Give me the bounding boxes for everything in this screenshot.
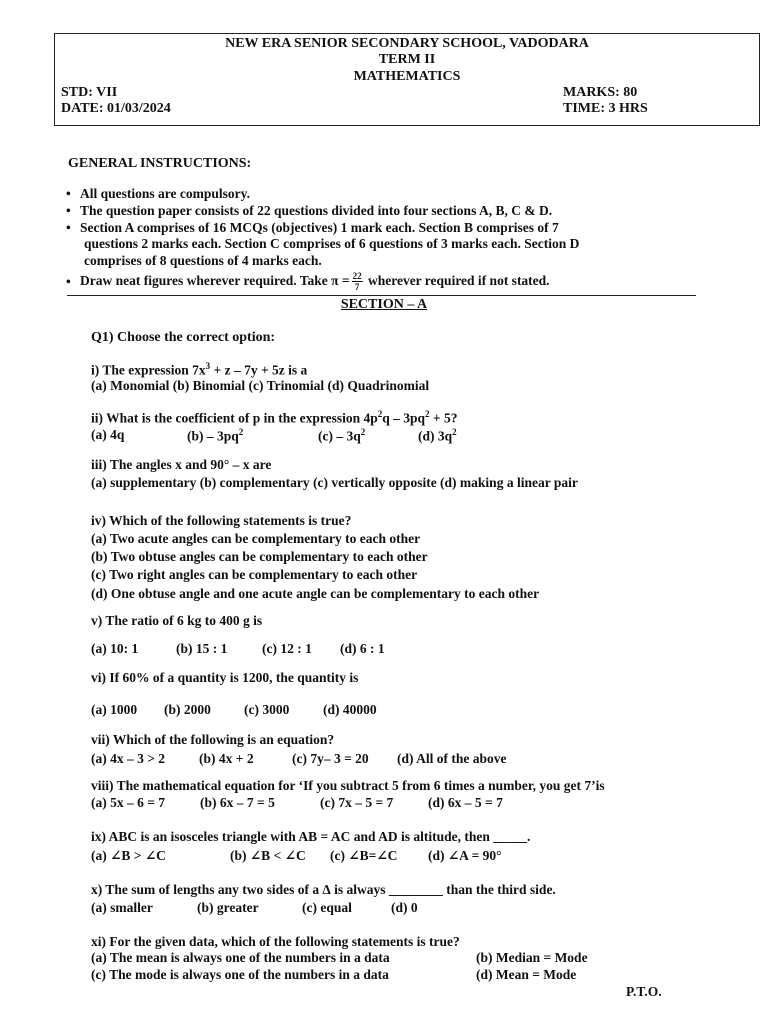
- instruction-item-pi: [80, 268, 550, 294]
- std-label: STD: VII: [61, 85, 118, 100]
- bullet-icon: •: [66, 186, 71, 201]
- option-ii-a: (a) 4q: [91, 427, 125, 442]
- bullet-icon: •: [66, 203, 71, 218]
- instruction-item: The question paper consists of 22 questions divided into four sections A, B, C & D.: [80, 203, 553, 218]
- option-xi-d: (d) Mean = Mode: [476, 967, 577, 982]
- question-text: ii) What is the coefficient of p in the expression 4p: [91, 410, 378, 426]
- instruction-text: Draw neat figures wherever required. Take π =: [80, 273, 350, 288]
- question-i: [91, 361, 307, 379]
- option-text: (b) – 3pq: [187, 428, 239, 444]
- option-vii-c: (c) 7y– 3 = 20: [292, 751, 369, 766]
- time-label: TIME: 3 HRS: [563, 101, 648, 116]
- fraction-numerator: 22: [352, 271, 362, 282]
- question-ii: [91, 409, 457, 427]
- options-i: (a) Monomial (b) Binomial (c) Trinomial (d) Quadrinomial: [91, 378, 430, 393]
- option-text: (c) – 3q: [318, 428, 361, 444]
- option-vii-b: (b) 4x + 2: [199, 751, 254, 766]
- option-xi-b: (b) Median = Mode: [476, 950, 588, 965]
- option-ix-d: (d) ∠A = 90°: [428, 848, 502, 863]
- question-iv: iv) Which of the following statements is true?: [91, 513, 352, 528]
- pto-label: P.T.O.: [626, 984, 662, 999]
- bullet-icon: •: [66, 220, 71, 235]
- option-vii-d: (d) All of the above: [397, 751, 507, 766]
- option-x-c: (c) equal: [302, 900, 352, 915]
- question-text: q – 3pq: [382, 410, 426, 426]
- header-box: [54, 33, 760, 126]
- question-text: + 5?: [429, 410, 458, 426]
- option-v-c: (c) 12 : 1: [262, 641, 312, 656]
- bullet-icon: •: [66, 274, 71, 289]
- superscript: 2: [360, 427, 366, 437]
- question-v: v) The ratio of 6 kg to 400 g is: [91, 613, 263, 628]
- option-v-a: (a) 10: 1: [91, 641, 139, 656]
- option-xi-c: (c) The mode is always one of the numbers in a data: [91, 967, 389, 982]
- instruction-item: Section A comprises of 16 MCQs (objectives) 1 mark each. Section B comprises of 7: [80, 220, 559, 235]
- option-viii-b: (b) 6x – 7 = 5: [200, 795, 275, 810]
- option-iv-a: (a) Two acute angles can be complementary to each other: [91, 531, 421, 546]
- options-iii: (a) supplementary (b) complementary (c) vertically opposite (d) making a linear pair: [91, 475, 578, 490]
- question-text: i) The expression 7x: [91, 362, 206, 378]
- option-iv-c: (c) Two right angles can be complementary to each other: [91, 567, 418, 582]
- question-viii: viii) The mathematical equation for ‘If you subtract 5 from 6 times a number, you get 7’is: [91, 778, 605, 793]
- option-ix-b: (b) ∠B < ∠C: [230, 848, 306, 863]
- superscript: 2: [452, 427, 457, 437]
- option-viii-a: (a) 5x – 6 = 7: [91, 795, 166, 810]
- option-viii-d: (d) 6x – 5 = 7: [428, 795, 503, 810]
- option-xi-a: (a) The mean is always one of the numbers in a data: [91, 950, 390, 965]
- question-iii: iii) The angles x and 90° – x are: [91, 457, 272, 472]
- question-vii: vii) Which of the following is an equation?: [91, 732, 335, 747]
- instruction-item: questions 2 marks each. Section C comprises of 6 questions of 3 marks each. Section D: [84, 236, 580, 251]
- question-vi: vi) If 60% of a quantity is 1200, the quantity is: [91, 670, 359, 685]
- option-text: (d) 3q: [418, 428, 453, 444]
- superscript: 2: [238, 427, 244, 437]
- option-ii-c: [318, 427, 365, 445]
- superscript: 2: [425, 409, 430, 419]
- option-x-d: (d) 0: [391, 900, 418, 915]
- option-vi-a: (a) 1000: [91, 702, 138, 717]
- date-label: DATE: 01/03/2024: [61, 101, 171, 116]
- option-ix-c: (c) ∠B=∠C: [330, 848, 398, 863]
- fraction-denominator: 7: [354, 282, 360, 293]
- option-viii-c: (c) 7x – 5 = 7: [320, 795, 394, 810]
- option-iv-d: (d) One obtuse angle and one acute angle can be complementary to each other: [91, 586, 540, 601]
- superscript: 3: [205, 361, 211, 371]
- option-x-a: (a) smaller: [91, 900, 153, 915]
- q1-heading: Q1) Choose the correct option:: [91, 330, 276, 345]
- option-ii-d: [418, 427, 457, 445]
- option-v-b: (b) 15 : 1: [176, 641, 228, 656]
- school-name: NEW ERA SENIOR SECONDARY SCHOOL, VADODARA: [225, 36, 589, 51]
- marks-label: MARKS: 80: [563, 85, 638, 100]
- option-ix-a: (a) ∠B > ∠C: [91, 848, 166, 863]
- instruction-text: wherever required if not stated.: [367, 273, 550, 288]
- option-x-b: (b) greater: [197, 900, 259, 915]
- section-title: SECTION – A: [340, 297, 428, 312]
- term-label: TERM II: [378, 52, 436, 67]
- superscript: 2: [377, 409, 383, 419]
- instruction-item: comprises of 8 questions of 4 marks each.: [84, 253, 322, 268]
- option-v-d: (d) 6 : 1: [340, 641, 385, 656]
- option-vii-a: (a) 4x – 3 > 2: [91, 751, 166, 766]
- instructions-heading: GENERAL INSTRUCTIONS:: [68, 156, 252, 171]
- instruction-item: All questions are compulsory.: [80, 186, 251, 201]
- question-text: + z – 7y + 5z is a: [210, 362, 308, 378]
- question-x: x) The sum of lengths any two sides of a ∆ is always ________ than the third side.: [91, 882, 556, 897]
- option-vi-d: (d) 40000: [323, 702, 377, 717]
- option-vi-c: (c) 3000: [244, 702, 290, 717]
- option-iv-b: (b) Two obtuse angles can be complementary to each other: [91, 549, 428, 564]
- pi-fraction: [352, 271, 363, 292]
- option-ii-b: [187, 427, 243, 445]
- subject-label: MATHEMATICS: [353, 69, 461, 84]
- option-vi-b: (b) 2000: [164, 702, 211, 717]
- section-divider: [67, 295, 696, 296]
- question-xi: xi) For the given data, which of the following statements is true?: [91, 934, 460, 949]
- question-ix: ix) ABC is an isosceles triangle with AB = AC and AD is altitude, then _____.: [91, 829, 531, 844]
